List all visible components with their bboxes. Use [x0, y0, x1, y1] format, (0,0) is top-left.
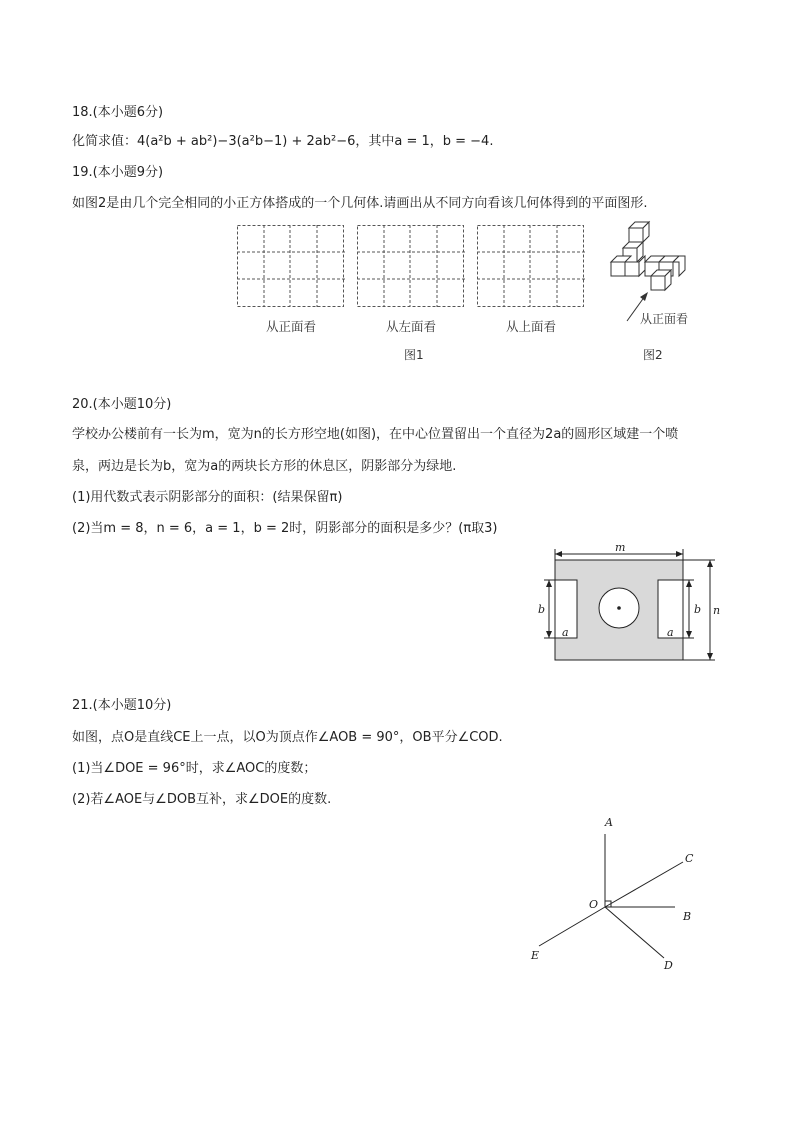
top-view-grid [477, 225, 585, 307]
q20-part2: (2)当m = 8，n = 6，a = 1，b = 2时，阴影部分的面积是多少？(π取3) [72, 521, 498, 536]
q20-text-line1: 学校办公楼前有一长为m，宽为n的长方形空地(如图)，在中心位置留出一个直径为2a的圆形区域建一个喷 [72, 427, 679, 442]
label-B: B [683, 910, 692, 923]
q18-text: 化简求值：4(a²b + ab²)−3(a²b−1) + 2ab²−6，其中a = 1，b = −4. [72, 134, 494, 149]
q20-part1: (1)用代数式表示阴影部分的面积：(结果保留π) [72, 490, 343, 505]
label-b-right: b [694, 603, 702, 616]
q21-text: 如图，点O是直线CE上一点，以O为顶点作∠AOB = 90°，OB平分∠COD. [72, 730, 503, 745]
top-view-label: 从上面看 [505, 319, 556, 334]
fig1-caption: 图1 [404, 348, 424, 362]
cube-stack-figure [604, 218, 694, 298]
q20-text-line2: 泉，两边是长为b，宽为a的两块长方形的休息区，阴影部分为绿地. [72, 459, 457, 474]
ray-od [605, 907, 664, 958]
q18-header: 18.(本小题6分) [72, 105, 164, 120]
front-view-grid [237, 225, 345, 307]
q19-text: 如图2是由几个完全相同的小正方体搭成的一个几何体.请画出从不同方向看该几何体得到的平面图形. [72, 196, 648, 211]
ray-oc [605, 862, 683, 907]
q21-part1: (1)当∠DOE = 96°时，求∠AOC的度数； [72, 761, 317, 776]
label-a-left: a [562, 626, 569, 639]
label-O: O [589, 898, 599, 911]
label-A: A [605, 816, 613, 829]
front-view-label: 从正面看 [265, 319, 316, 334]
label-b-left: b [538, 603, 546, 616]
label-D: D [664, 959, 673, 972]
q21-header: 21.(本小题10分) [72, 698, 172, 713]
garden-plot-figure [535, 540, 725, 665]
angle-figure [525, 812, 705, 972]
label-C: C [685, 852, 694, 865]
q21-part2: (2)若∠AOE与∠DOB互补，求∠DOE的度数. [72, 792, 332, 807]
label-a-right: a [667, 626, 674, 639]
fig2-caption: 图2 [643, 348, 663, 362]
arrow-label: 从正面看 [640, 312, 689, 326]
left-view-grid [357, 225, 465, 307]
label-m: m [615, 541, 626, 554]
label-n: n [713, 604, 721, 617]
q19-header: 19.(本小题9分) [72, 165, 164, 180]
label-E: E [531, 949, 540, 962]
ray-oe [539, 907, 605, 946]
q20-header: 20.(本小题10分) [72, 397, 172, 412]
left-view-label: 从左面看 [385, 319, 436, 334]
